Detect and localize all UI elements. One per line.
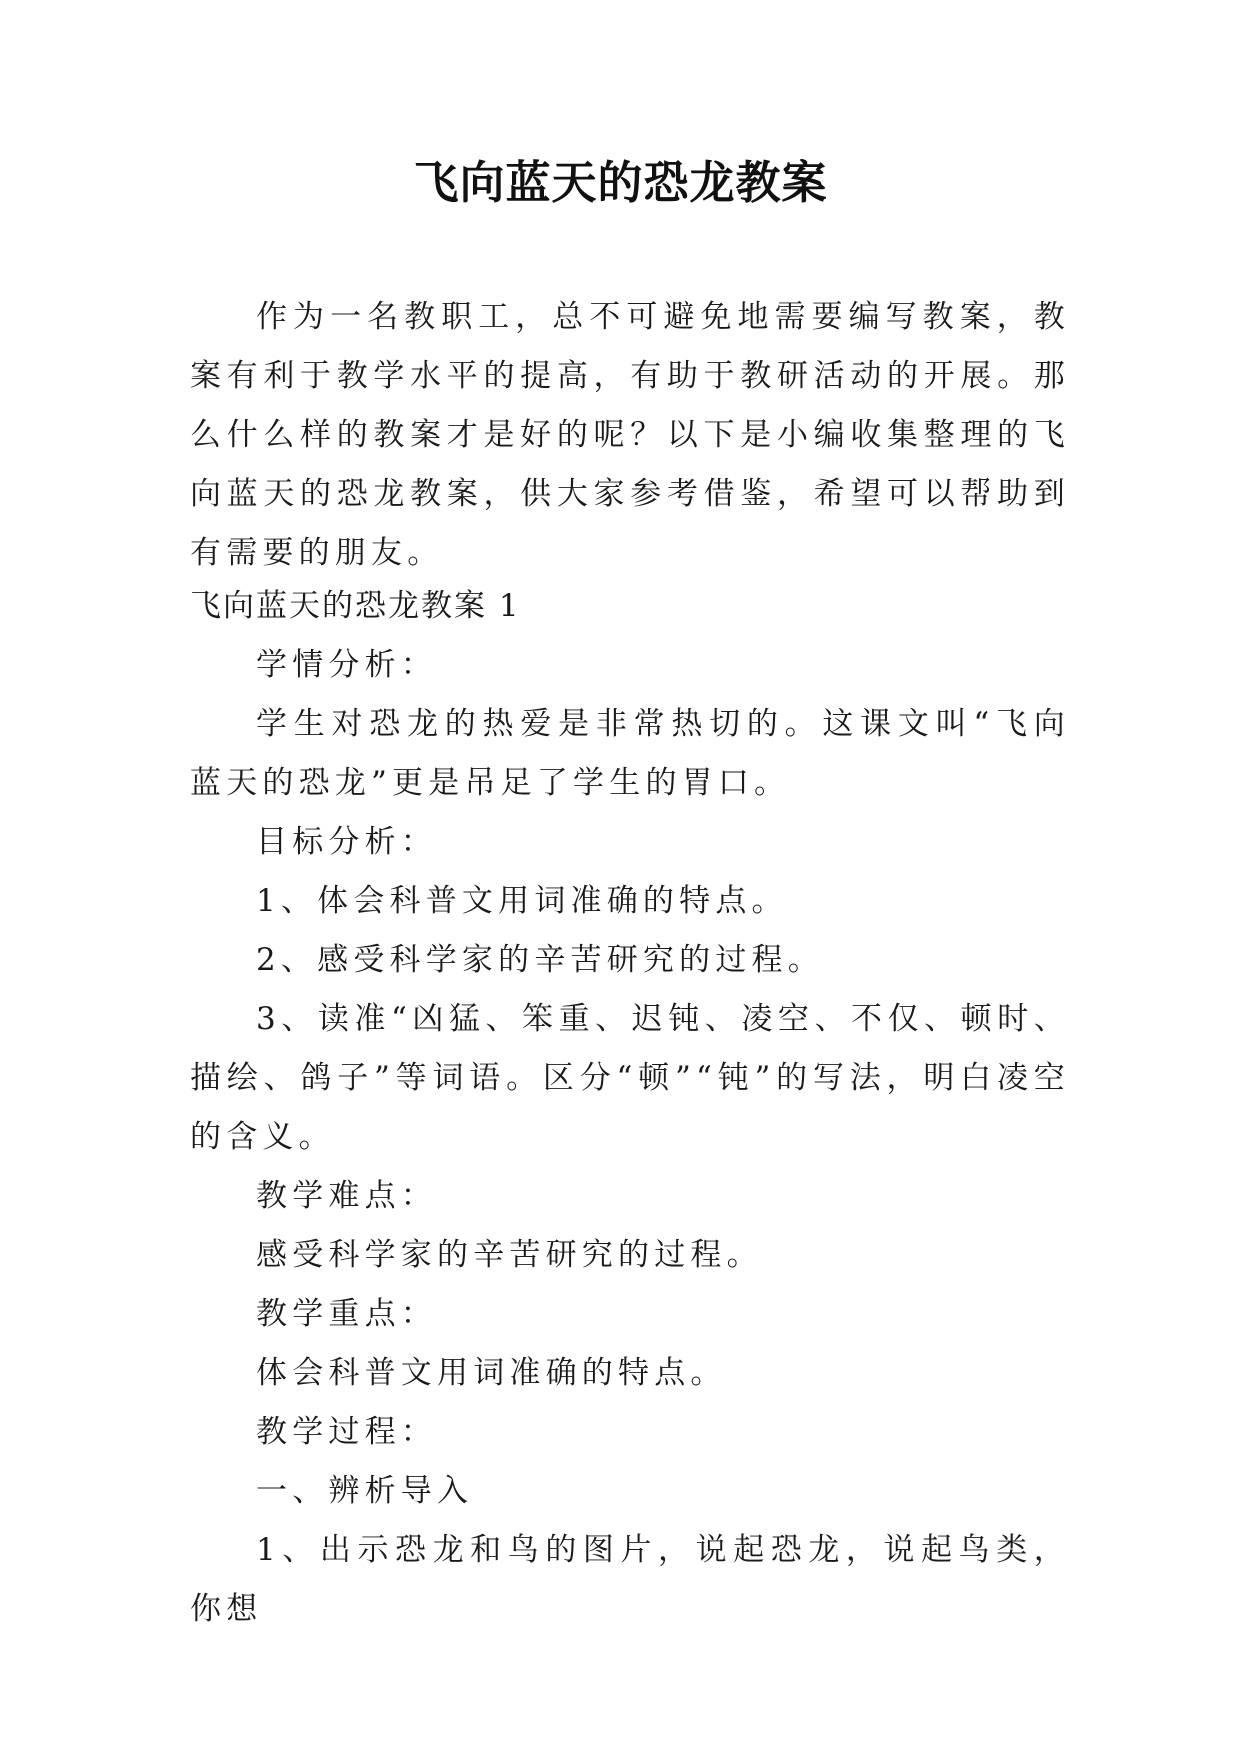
section-heading: 飞向蓝天的恐龙教案 1 bbox=[190, 588, 521, 624]
list-item-step-1: 1、出示恐龙和鸟的图片，说起恐龙，说起鸟类，你想 bbox=[190, 1532, 1070, 1627]
list-item-goal-1: 1、体会科普文用词准确的特点。 bbox=[256, 883, 788, 919]
heading-goal-analysis: 目标分析： bbox=[256, 824, 437, 860]
list-item-goal-3: 3、读准“凶猛、笨重、迟钝、凌空、不仅、顿时、描绘、鸽子”等词语。区分“顿”“钝”的写法，明白凌空的含义。 bbox=[190, 1001, 1070, 1155]
paragraph-difficulty: 感受科学家的辛苦研究的过程。 bbox=[256, 1237, 763, 1273]
paragraph-learning-analysis: 学生对恐龙的热爱是非常热切的。这课文叫“飞向蓝天的恐龙”更是吊足了学生的胃口。 bbox=[190, 706, 1070, 801]
heading-key-point: 教学重点： bbox=[256, 1296, 437, 1332]
section-1 bbox=[190, 577, 1070, 1639]
heading-process: 教学过程： bbox=[256, 1414, 437, 1450]
intro-paragraph: 作为一名教职工，总不可避免地需要编写教案，教案有利于教学水平的提高，有助于教研活动的开展。那么什么样的教案才是好的呢？以下是小编收集整理的飞向蓝天的恐龙教案，供大家参考借鉴，希望可以帮助到有需要的朋友。 bbox=[190, 299, 1070, 571]
document-title: 飞向蓝天的恐龙教案 bbox=[413, 156, 828, 209]
heading-difficulty: 教学难点： bbox=[256, 1178, 437, 1214]
list-item-goal-2: 2、感受科学家的辛苦研究的过程。 bbox=[256, 942, 824, 978]
paragraph-key-point: 体会科普文用词准确的特点。 bbox=[256, 1355, 727, 1391]
heading-learning-analysis: 学情分析： bbox=[256, 647, 437, 683]
subheading-intro-step: 一、辨析导入 bbox=[256, 1473, 474, 1509]
